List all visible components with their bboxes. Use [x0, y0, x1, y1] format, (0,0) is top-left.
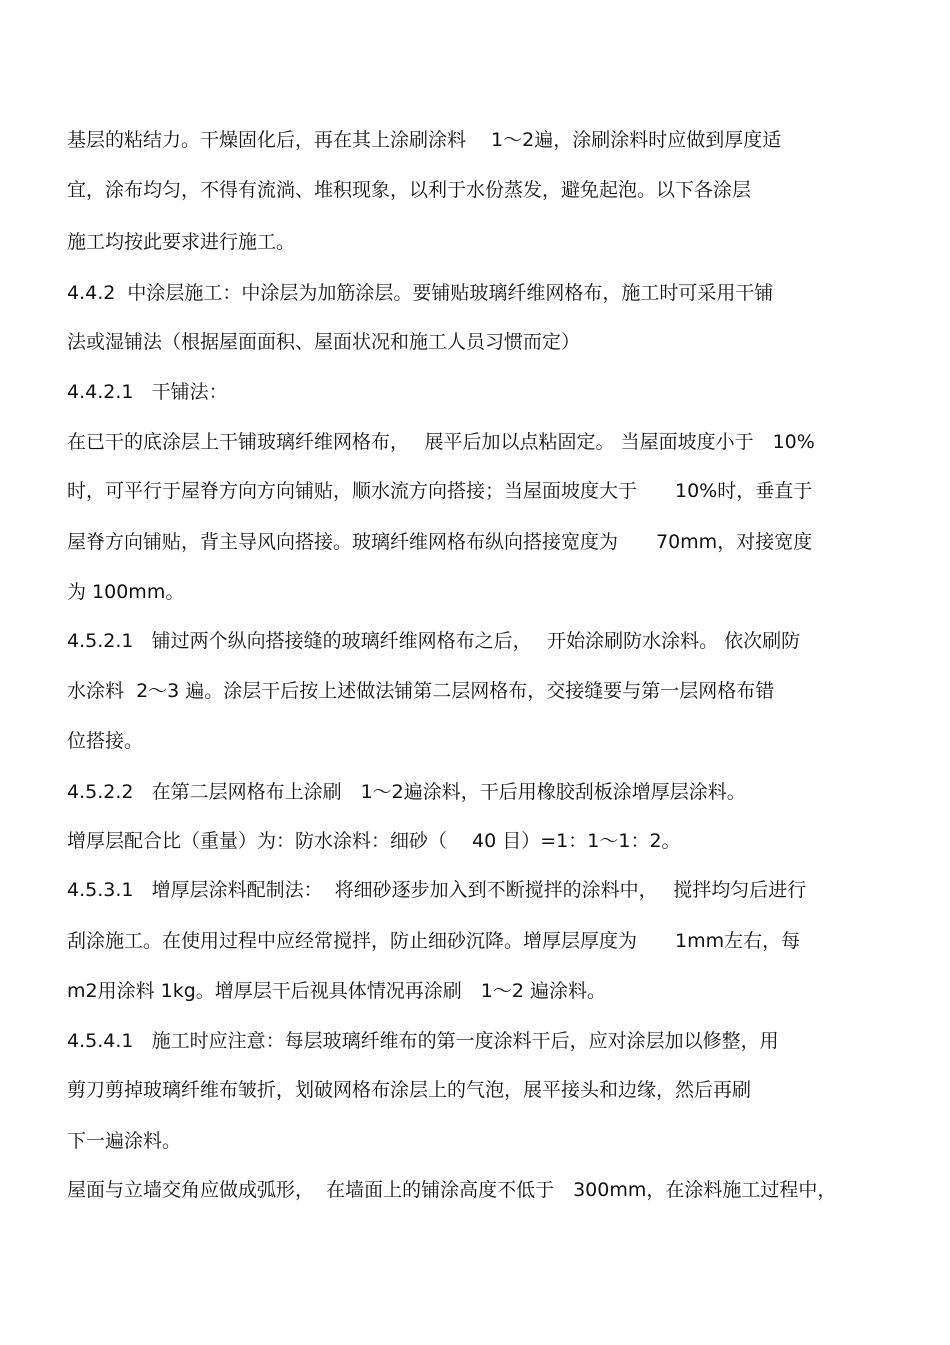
text-line: 4.4.2.1 干铺法： — [67, 381, 228, 403]
text-line: 为 100mm。 — [67, 581, 185, 603]
text-line: 4.5.2.1 铺过两个纵向搭接缝的玻璃纤维网格布之后， 开始涂刷防水涂料。 依次刷防 — [67, 630, 801, 652]
text-line: 刮涂施工。在使用过程中应经常搅拌，防止细砂沉降。增厚层厚度为 1mm左右，每 — [67, 930, 801, 952]
text-line: 4.5.3.1 增厚层涂料配制法： 将细砂逐步加入到不断搅拌的涂料中， 搅拌均匀后进行 — [67, 879, 807, 901]
text-line: 增厚层配合比（重量）为：防水涂料：细砂（ 40 目）=1：1～1：2。 — [67, 830, 681, 852]
text-line: 4.5.2.2 在第二层网格布上涂刷 1～2遍涂料，干后用橡胶刮板涂增厚层涂料。 — [67, 781, 746, 803]
text-line: 4.5.4.1 施工时应注意：每层玻璃纤维布的第一度涂料干后，应对涂层加以修整，用 — [67, 1030, 779, 1052]
text-line: 下一遍涂料。 — [67, 1130, 182, 1152]
text-line: 基层的粘结力。干燥固化后，再在其上涂刷涂料 1～2遍，涂刷涂料时应做到厚度适 — [67, 129, 782, 151]
text-line: 4.4.2 中涂层施工：中涂层为加筋涂层。要铺贴玻璃纤维网格布，施工时可采用干铺 — [67, 282, 774, 304]
text-line: 位搭接。 — [67, 730, 144, 752]
text-line: 宜，涂布均匀，不得有流淌、堆积现象，以利于水份蒸发，避免起泡。以下各涂层 — [67, 179, 752, 201]
text-line: 施工均按此要求进行施工。 — [67, 231, 296, 253]
text-line: 时，可平行于屋脊方向方向铺贴，顺水流方向搭接；当屋面坡度大于 10%时，垂直于 — [67, 480, 813, 502]
text-line: 屋面与立墙交角应做成弧形， 在墙面上的铺涂高度不低于 300mm，在涂料施工过程中， — [67, 1179, 837, 1201]
text-line: 屋脊方向铺贴，背主导风向搭接。玻璃纤维网格布纵向搭接宽度为 70mm，对接宽度 — [67, 531, 813, 553]
text-line: 在已干的底涂层上干铺玻璃纤维网格布， 展平后加以点粘固定。 当屋面坡度小于 10% — [67, 431, 815, 453]
text-line: 法或湿铺法（根据屋面面积、屋面状况和施工人员习惯而定） — [67, 331, 581, 353]
text-line: 剪刀剪掉玻璃纤维布皱折，划破网格布涂层上的气泡，展平接头和边缘，然后再刷 — [67, 1079, 752, 1101]
text-line: m2用涂料 1kg。增厚层干后视具体情况再涂刷 1～2 遍涂料。 — [67, 980, 607, 1002]
text-line: 水涂料 2～3 遍。涂层干后按上述做法铺第二层网格布，交接缝要与第一层网格布错 — [67, 680, 775, 702]
